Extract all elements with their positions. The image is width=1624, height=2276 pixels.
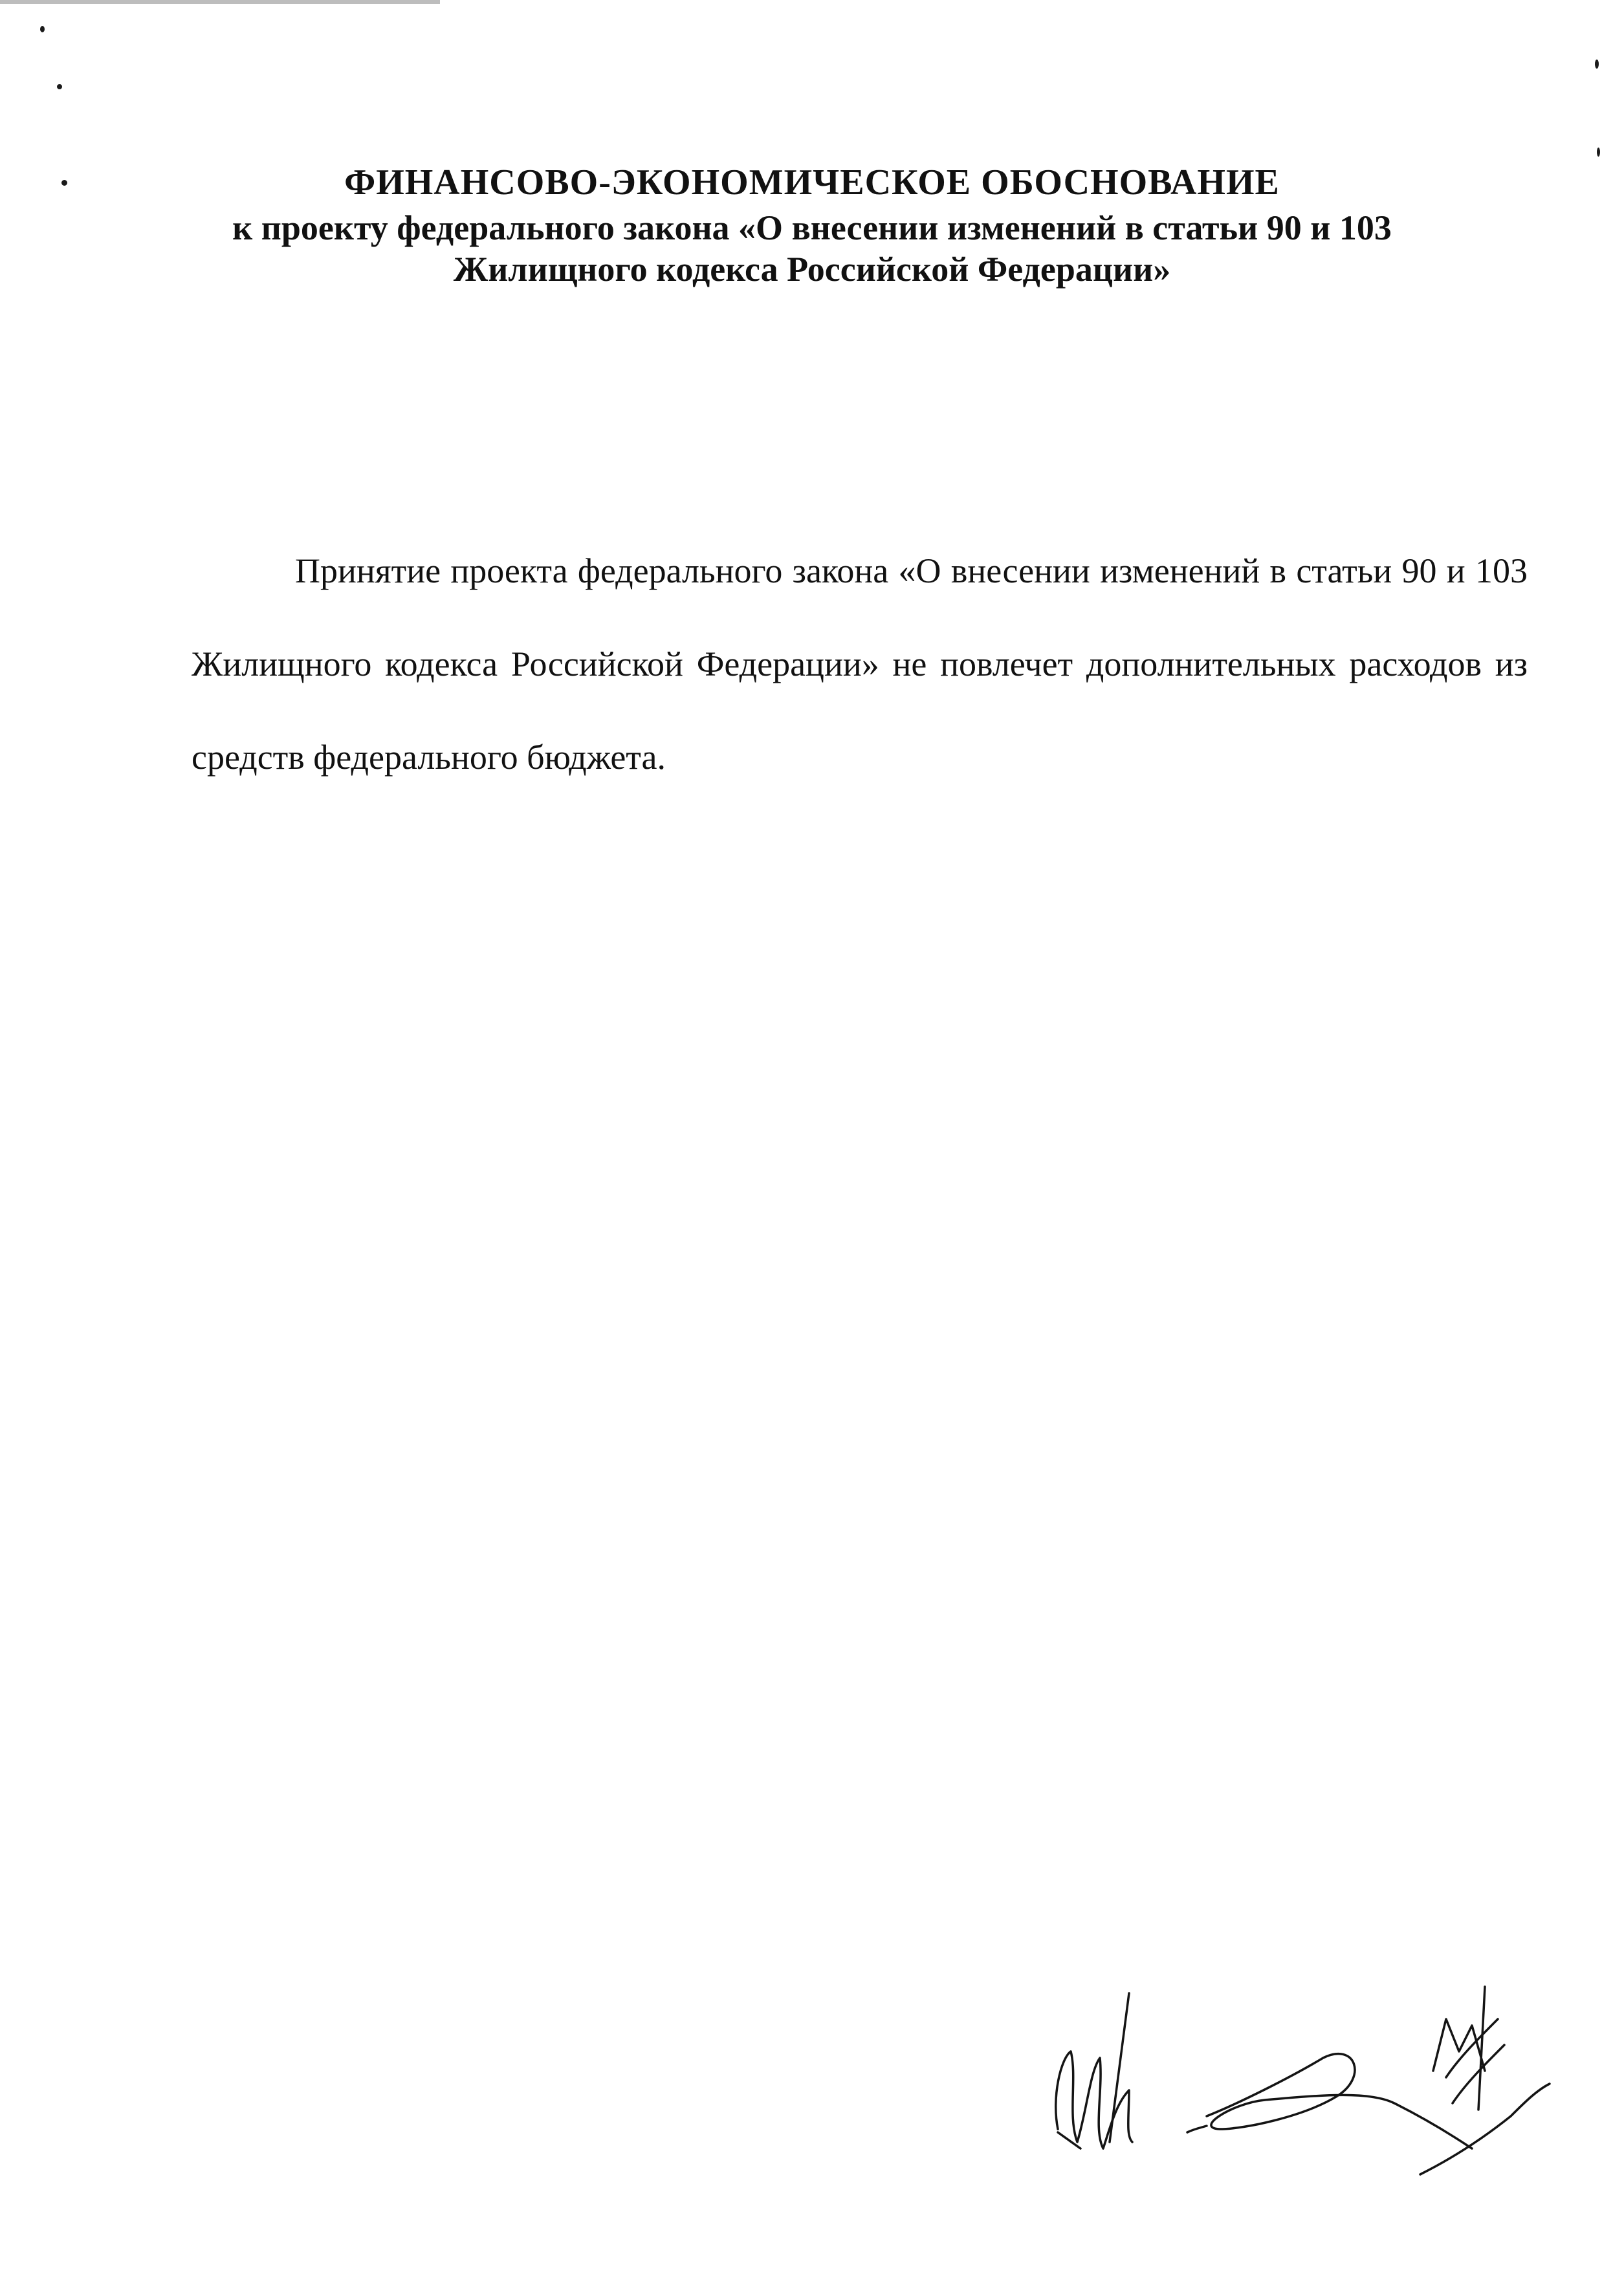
scan-speck (1597, 148, 1600, 157)
scan-speck (57, 84, 62, 89)
signature-image (1032, 1980, 1563, 2194)
scan-speck (61, 180, 67, 186)
document-header (149, 162, 1475, 290)
scan-speck (1595, 60, 1599, 69)
body-paragraph: Принятие проекта федерального закона «О внесении изменений в статьи 90 и 103 Жилищного кодекса Российской Федерации» не повлечет дополнительных расходов из средств федерального бюджета. (192, 551, 1528, 777)
scan-speck (40, 26, 45, 32)
document-title: ФИНАНСОВО-ЭКОНОМИЧЕСКОЕ ОБОСНОВАНИЕ (344, 162, 1280, 203)
document-subtitle-line2: Жилищного кодекса Российской Федерации» (453, 250, 1171, 289)
scan-edge-line (0, 0, 440, 4)
document-subtitle-line1: к проекту федерального закона «О внесении изменений в статьи 90 и 103 (232, 208, 1392, 247)
